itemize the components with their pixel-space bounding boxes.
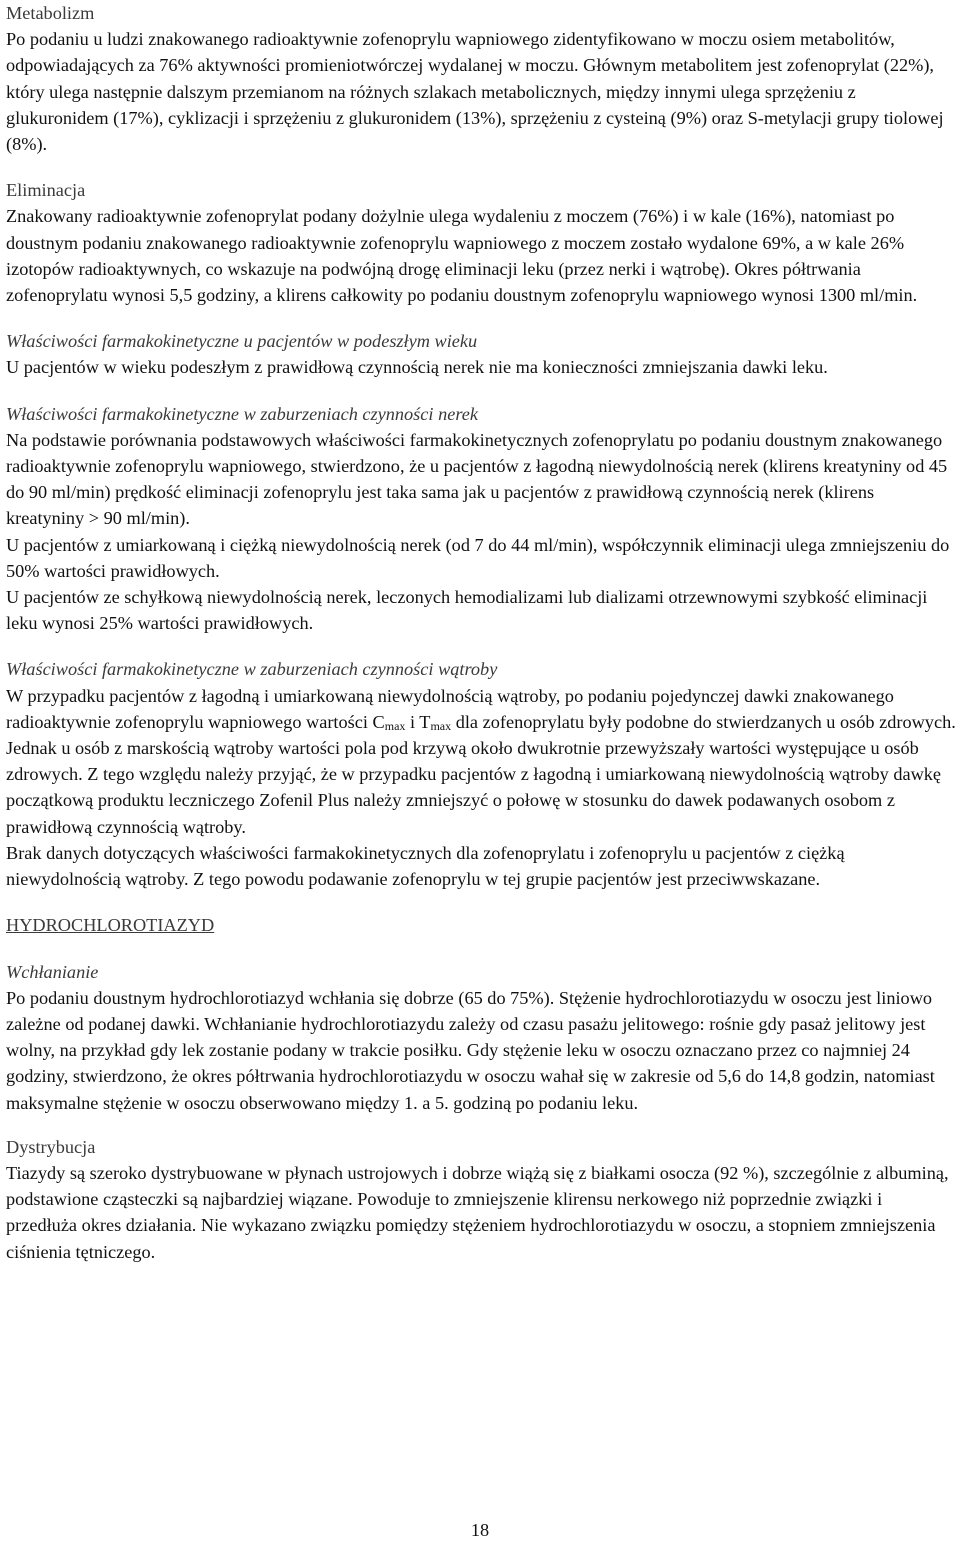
heading-elderly: Właściwości farmakokinetyczne u pacjentów w podeszłym wieku bbox=[6, 331, 478, 352]
section-dystrybucja bbox=[6, 1134, 956, 1265]
section-hydrochlorotiazyd bbox=[6, 912, 956, 938]
heading-wchlanianie: Wchłanianie bbox=[6, 961, 99, 982]
page-number: 18 bbox=[470, 1520, 490, 1540]
heading-eliminacja: Eliminacja bbox=[6, 180, 86, 201]
section-elderly bbox=[6, 328, 956, 380]
paragraph-elderly: U pacjentów w wieku podeszłym z prawidłową czynnością nerek nie ma konieczności zmniejszania dawki leku. bbox=[6, 357, 828, 378]
section-hepatic bbox=[6, 656, 956, 892]
paragraph-renal-3: U pacjentów ze schyłkową niewydolnością nerek, leczonych hemodializami lub dializami otrzewnowymi szybkość eliminacji leku wynosi 25% wartości prawidłowych. bbox=[6, 587, 928, 634]
paragraph-hepatic-1 bbox=[6, 683, 956, 840]
paragraph-renal-2: U pacjentów z umiarkowaną i ciężką niewydolnością nerek (od 7 do 44 ml/min), współczynnik eliminacji ulega zmniejszeniu do 50% wartości prawidłowych. bbox=[6, 534, 950, 581]
paragraph-wchlanianie: Po podaniu doustnym hydrochlorotiazyd wchłania się dobrze (65 do 75%). Stężenie hydrochlorotiazydu w osoczu jest liniowo zależne od podanej dawki. Wchłanianie hydrochlorotiazydu zależy od czasu pasażu jelitowego: rośnie gdy pasaż jelitowy jest wolny, na przykład gdy lek zostanie podany w trakcie posiłku. Gdy stężenie leku w osoczu oznaczano przez co najmniej 24 godziny, stwierdzono, że okres półtrwania hydrochlorotiazydu w osoczu wahał się w zakresie od 5,6 do 14,8 godzin, natomiast maksymalne stężenie w osoczu obserwowano między 1. a 5. godziną po podaniu leku. bbox=[6, 987, 935, 1113]
paragraph-hepatic-2: Brak danych dotyczących właściwości farmakokinetycznych dla zofenoprylatu i zofenoprylu u pacjentów z ciężką niewydolnością wątroby. Z tego powodu podawanie zofenoprylu w tej grupie pacjentów jest przeciwwskazane. bbox=[6, 842, 845, 890]
section-metabolizm bbox=[6, 0, 956, 157]
hepatic-text-b: i T bbox=[405, 711, 431, 732]
heading-hepatic: Właściwości farmakokinetyczne w zaburzeniach czynności wątroby bbox=[6, 659, 498, 680]
cmax-subscript: max bbox=[384, 718, 406, 733]
document-page bbox=[6, 0, 956, 1265]
heading-renal: Właściwości farmakokinetyczne w zaburzeniach czynności nerek bbox=[6, 403, 478, 424]
heading-hydrochlorotiazyd: HYDROCHLOROTIAZYD bbox=[6, 915, 215, 936]
hepatic-text-a: W przypadku pacjentów z łagodną i umiarkowaną niewydolnością wątroby, po podaniu pojedynczej dawki znakowanego radioaktywnie zofenoprylu wapniowego wartości C bbox=[6, 685, 894, 732]
paragraph-eliminacja: Znakowany radioaktywnie zofenoprylat podany dożylnie ulega wydaleniu z moczem (76%) i w kale (16%), natomiast po doustnym podaniu znakowanego radioaktywnie zofenoprylu wapniowego z moczem zostało wydalone 69%, a w kale 26% izotopów radioaktywnych, co wskazuje na podwójną drogę eliminacji leku (przez nerki i wątrobę). Okres półtrwania zofenoprylatu wynosi 5,5 godziny, a klirens całkowity po podaniu doustnym zofenoprylu wapniowego wynosi 1300 ml/min. bbox=[6, 206, 918, 306]
hepatic-text-c: dla zofenoprylatu były podobne do stwierdzanych u osób zdrowych. Jednak u osób z marskością wątroby wartości pola pod krzywą około dwukrotnie przewyższały wartości występujące u osób zdrowych. Z tego względu należy przyjąć, że w przypadku pacjentów z łagodną i umiarkowaną niewydolnością wątroby dawkę początkową produktu leczniczego Zofenil Plus należy zmniejszyć o połowę w stosunku do dawek podawanych osobom z prawidłową czynnością wątroby. bbox=[6, 711, 956, 837]
heading-metabolizm: Metabolizm bbox=[6, 3, 95, 23]
paragraph-metabolizm: Po podaniu u ludzi znakowanego radioaktywnie zofenoprylu wapniowego zidentyfikowano w moczu osiem metabolitów, odpowiadających za 76% aktywności promieniotwórczej wydalanej w moczu. Głównym metabolitem jest zofenoprylat (22%), który ulega następnie dalszym przemianom na różnych szlakach metabolicznych, między innymi ulega sprzężeniu z glukuronidem (17%), cyklizacji i sprzężeniu z glukuronidem (13%), sprzężeniu z cysteiną (9%) oraz S-metylacji grupy tiolowej (8%). bbox=[6, 29, 944, 155]
paragraph-renal-1: Na podstawie porównania podstawowych właściwości farmakokinetycznych zofenoprylatu po podaniu doustnym znakowanego radioaktywnie zofenoprylu wapniowego, stwierdzono, że u pacjentów z łagodną niewydolnością nerek (klirens kreatyniny od 45 do 90 ml/min) prędkość eliminacji zofenoprylu jest taka sama jak u pacjentów z prawidłową czynnością nerek (klirens kreatyniny > 90 ml/min). bbox=[6, 429, 948, 529]
tmax-subscript: max bbox=[430, 718, 452, 733]
section-wchlanianie bbox=[6, 959, 956, 1116]
paragraph-dystrybucja: Tiazydy są szeroko dystrybuowane w płynach ustrojowych i dobrze wiążą się z białkami osocza (92 %), szczególnie z albuminą, podstawione cząsteczki są najbardziej wiązane. Powoduje to zmniejszenie klirensu nerkowego niż poprzednie związki i przedłuża okres działania. Nie wykazano związku pomiędzy stężeniem hydrochlorotiazydu w osoczu, a stopniem zmniejszenia ciśnienia tętniczego. bbox=[6, 1162, 949, 1262]
section-eliminacja bbox=[6, 177, 956, 308]
heading-dystrybucja: Dystrybucja bbox=[6, 1136, 96, 1157]
section-renal bbox=[6, 401, 956, 637]
